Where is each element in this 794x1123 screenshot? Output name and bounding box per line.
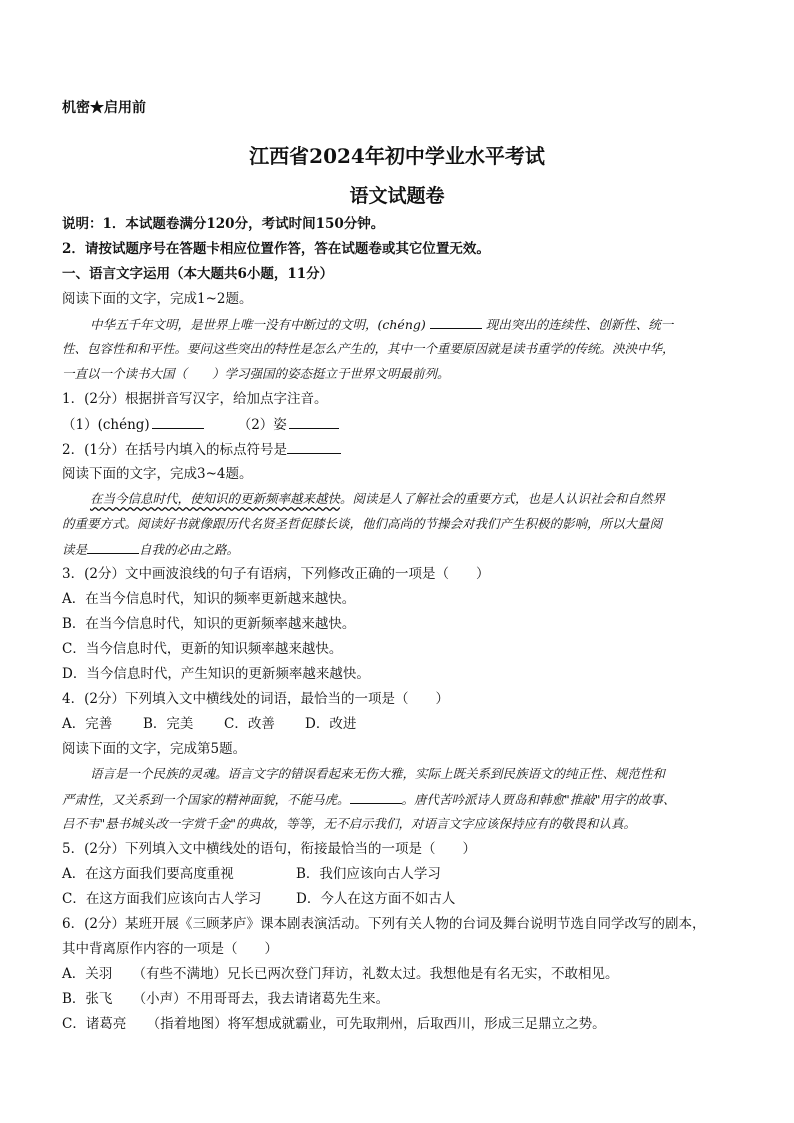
passage-2-line-2: 的重要方式。阅读好书就像跟历代名贤圣哲促膝长谈，他们高尚的节操会对我们产生积极的影响，所以大量阅 bbox=[62, 516, 663, 531]
paper-subtitle: 语文试题卷 bbox=[349, 185, 445, 207]
instruction-1: 说明：1．本试题卷满分120分，考试时间150分钟。 bbox=[62, 216, 385, 232]
passage-3-line-2 bbox=[62, 789, 676, 810]
fill-blank[interactable] bbox=[430, 314, 482, 329]
option-b: B．在当今信息时代，知识的更新频率越来越快。 bbox=[62, 616, 356, 632]
question-1-parts bbox=[62, 414, 339, 435]
fill-blank[interactable] bbox=[87, 539, 139, 554]
question-5: 5．(2分）下列填入文中横线处的语句，衔接最恰当的一项是（ ） bbox=[62, 841, 476, 857]
passage-3-text: 。唐代苦吟派诗人贾岛和韩愈"推敲"用字的故事、 bbox=[401, 792, 676, 807]
passage-3-line-1: 语言是一个民族的灵魂。语言文字的错误看起来无伤大雅，实际上既关系到民族语文的纯正性、规范性和 bbox=[90, 766, 666, 781]
passage-2-line-1 bbox=[90, 489, 665, 509]
passage-2-text: 读是 bbox=[62, 542, 88, 557]
passage-3-text: 严肃性，又关系到一个国家的精神面貌，不能马虎。 bbox=[62, 792, 350, 807]
option-c: C．诸葛亮 （指着地图）将军想成就霸业，可先取荆州，后取西川，形成三足鼎立之势。 bbox=[62, 1016, 606, 1032]
reading-intro-3: 阅读下面的文字，完成第5题。 bbox=[62, 741, 247, 757]
option-d: D．改进 bbox=[305, 716, 357, 732]
passage-1-line-2: 性、包容性和和平性。要问这些突出的特性是怎么产生的，其中一个重要原因就是读书重学的传统。泱泱中华， bbox=[62, 341, 675, 356]
option-d: D．当今信息时代，产生知识的更新频率越来越快。 bbox=[62, 666, 370, 682]
passage-2-text: 自我的必由之路。 bbox=[139, 542, 240, 557]
question-3: 3．(2分）文中画波浪线的句子有语病，下列修改正确的一项是（ ） bbox=[62, 566, 490, 582]
question-5-options-row-1 bbox=[62, 864, 441, 884]
question-6-line-1: 6．(2分）某班开展《三顾茅庐》课本剧表演活动。下列有关人物的台词及舞台说明节选自同学改写的剧本， bbox=[62, 916, 706, 932]
passage-2-line-3 bbox=[62, 539, 239, 560]
option-c: C．改善 bbox=[224, 716, 275, 732]
option-c: C．在这方面我们应该向古人学习 bbox=[62, 891, 262, 907]
passage-2-text: 。阅读是人了解社会的重要方式，也是人认识社会和自然界 bbox=[340, 491, 666, 506]
question-1-part-b: （2）姿 bbox=[237, 417, 287, 433]
option-a: A．在当今信息时代，知识的频率更新越来越快。 bbox=[62, 591, 356, 607]
answer-blank[interactable] bbox=[289, 414, 339, 429]
option-c: C．当今信息时代，更新的知识频率越来越快。 bbox=[62, 641, 343, 657]
reading-intro-1: 阅读下面的文字，完成1~2题。 bbox=[62, 291, 253, 307]
answer-blank[interactable] bbox=[152, 414, 204, 429]
passage-1-line-3: 一直以一个读书大国（ ）学习强国的姿态挺立于世界文明最前列。 bbox=[62, 366, 450, 381]
option-b: B．完美 bbox=[143, 716, 194, 732]
question-2 bbox=[62, 439, 341, 460]
question-2-text: 2．(1分）在括号内填入的标点符号是 bbox=[62, 442, 287, 458]
option-b: B．张飞 （小声）不用哥哥去，我去请诸葛先生来。 bbox=[62, 991, 390, 1007]
question-6-line-2: 其中背离原作内容的一项是（ ） bbox=[62, 941, 278, 957]
wavy-underlined-sentence: 在当今信息时代，使知识的更新频率越来越快 bbox=[90, 491, 341, 506]
option-a: A．关羽 （有些不满地）兄长已两次登门拜访，礼数太过。我想他是有名无实，不敢相见。 bbox=[62, 966, 619, 982]
confidential-label: 机密★启用前 bbox=[62, 100, 146, 116]
option-b: B．我们应该向古人学习 bbox=[296, 866, 441, 882]
section-heading: 一、语言文字运用（本大题共6小题，11分） bbox=[62, 266, 334, 282]
question-4-options bbox=[62, 714, 356, 734]
question-1: 1．(2分）根据拼音写汉字，给加点字注音。 bbox=[62, 391, 328, 407]
reading-intro-2: 阅读下面的文字，完成3~4题。 bbox=[62, 466, 253, 482]
passage-3-line-3: 吕不韦"悬书城头改一字赏千金"的典故，等等，无不启示我们，对语言文字应该保持应有的敬畏和认真。 bbox=[62, 816, 637, 831]
passage-1-text: 中华五千年文明，是世界上唯一没有中断过的文明，(chéng) bbox=[90, 317, 426, 332]
passage-1-text: 现出突出的连续性、创新性、统一 bbox=[485, 317, 674, 332]
question-4: 4．(2分）下列填入文中横线处的词语，最恰当的一项是（ ） bbox=[62, 691, 449, 707]
passage-1-line-1 bbox=[90, 314, 673, 335]
exam-title: 江西省2024年初中学业水平考试 bbox=[249, 144, 545, 168]
question-1-part-a: （1）(chéng) bbox=[62, 417, 150, 433]
option-a: A．完善 bbox=[62, 716, 113, 732]
instruction-2: 2．请按试题序号在答题卡相应位置作答，答在试题卷或其它位置无效。 bbox=[62, 241, 490, 257]
answer-blank[interactable] bbox=[287, 439, 341, 454]
fill-blank[interactable] bbox=[350, 789, 402, 804]
question-5-options-row-2 bbox=[62, 889, 455, 909]
option-d: D．今人在这方面不如古人 bbox=[296, 891, 456, 907]
option-a: A．在这方面我们要高度重视 bbox=[62, 866, 234, 882]
